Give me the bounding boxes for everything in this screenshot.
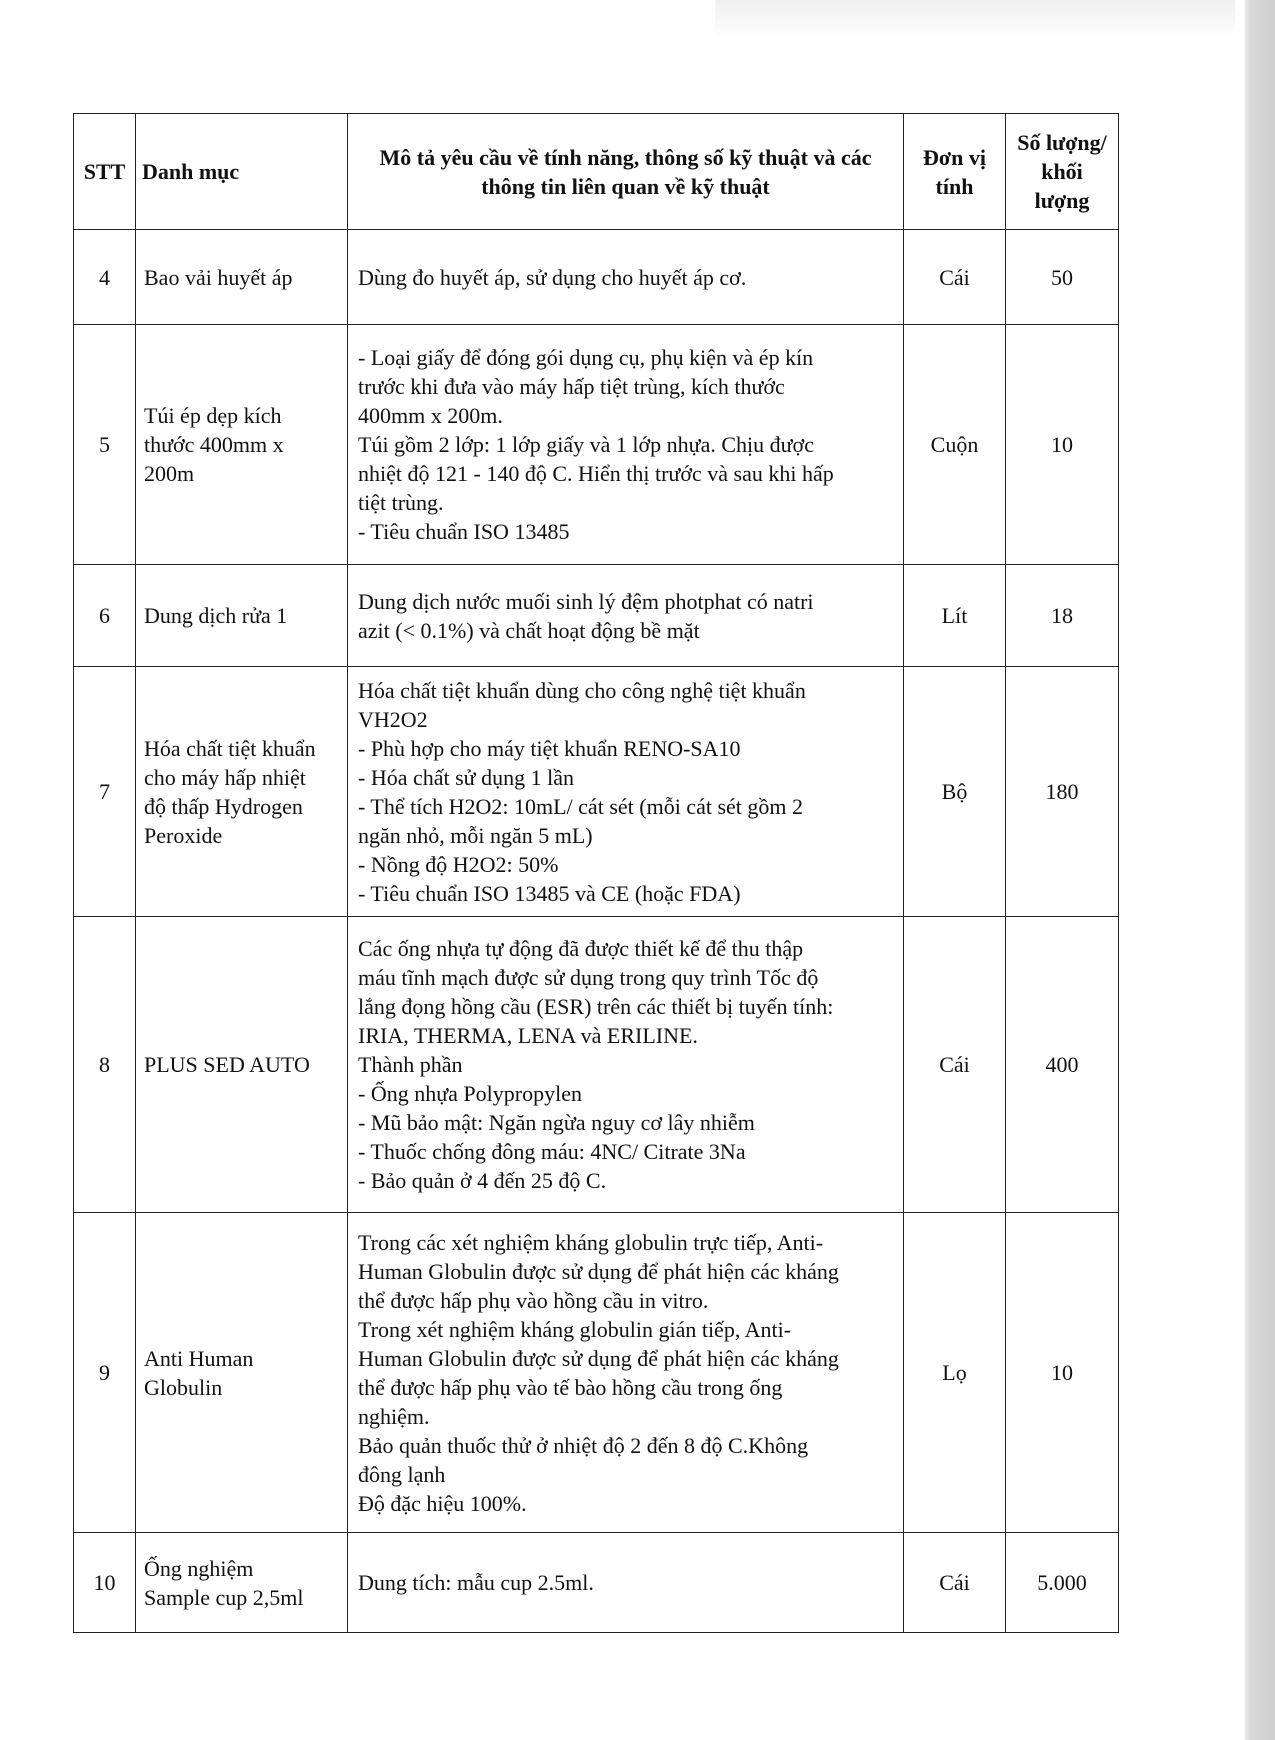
row-name: Anti Human Globulin — [136, 1213, 348, 1533]
row-unit: Cái — [904, 1533, 1006, 1633]
row-stt: 4 — [74, 230, 136, 325]
row-stt: 5 — [74, 325, 136, 565]
table-row — [74, 230, 1119, 325]
row-description: Trong các xét nghiệm kháng globulin trực tiếp, Anti- Human Globulin được sử dụng để phát hiện các kháng thể được hấp phụ vào hồng cầu in vitro. Trong xét nghiệm kháng globulin gián tiếp, Anti- Human Globulin được sử dụng để phát hiện các kháng thể được hấp phụ vào tế bào hồng cầu trong ống nghiệm. Bảo quản thuốc thử ở nhiệt độ 2 đến 8 độ C.Không đông lạnh Độ đặc hiệu 100%. — [348, 1213, 904, 1533]
row-quantity: 10 — [1006, 1213, 1119, 1533]
table-row — [74, 1213, 1119, 1533]
row-unit: Lít — [904, 565, 1006, 667]
row-unit: Bộ — [904, 667, 1006, 917]
row-quantity: 5.000 — [1006, 1533, 1119, 1633]
row-stt: 7 — [74, 667, 136, 917]
row-unit: Lọ — [904, 1213, 1006, 1533]
row-description: - Loại giấy để đóng gói dụng cụ, phụ kiện và ép kín trước khi đưa vào máy hấp tiệt trùng, kích thước 400mm x 200m. Túi gồm 2 lớp: 1 lớp giấy và 1 lớp nhựa. Chịu được nhiệt độ 121 - 140 độ C. Hiển thị trước và sau khi hấp tiệt trùng. - Tiêu chuẩn ISO 13485 — [348, 325, 904, 565]
row-name: Hóa chất tiệt khuẩn cho máy hấp nhiệt độ thấp Hydrogen Peroxide — [136, 667, 348, 917]
row-description: Các ống nhựa tự động đã được thiết kế để thu thập máu tĩnh mạch được sử dụng trong quy trình Tốc độ lắng đọng hồng cầu (ESR) trên các thiết bị tuyến tính: IRIA, THERMA, LENA và ERILINE. Thành phần - Ống nhựa Polypropylen - Mũ bảo mật: Ngăn ngừa nguy cơ lây nhiễm - Thuốc chống đông máu: 4NC/ Citrate 3Na - Bảo quản ở 4 đến 25 độ C. — [348, 917, 904, 1213]
row-name: Ống nghiệm Sample cup 2,5ml — [136, 1533, 348, 1633]
row-unit: Cuộn — [904, 325, 1006, 565]
header-category: Danh mục — [136, 114, 348, 230]
header-description: Mô tả yêu cầu về tính năng, thông số kỹ thuật và các thông tin liên quan về kỹ thuật — [348, 114, 904, 230]
row-description: Dung dịch nước muối sinh lý đệm photphat có natri azit (< 0.1%) và chất hoạt động bề mặt — [348, 565, 904, 667]
table-row — [74, 325, 1119, 565]
header-stt: STT — [74, 114, 136, 230]
scan-shadow-top — [715, 0, 1235, 40]
row-stt: 8 — [74, 917, 136, 1213]
equipment-spec-table-container — [73, 113, 1118, 1633]
row-unit: Cái — [904, 230, 1006, 325]
scan-edge — [1245, 0, 1275, 1740]
row-description: Dùng đo huyết áp, sử dụng cho huyết áp cơ. — [348, 230, 904, 325]
row-stt: 10 — [74, 1533, 136, 1633]
table-row — [74, 667, 1119, 917]
row-quantity: 180 — [1006, 667, 1119, 917]
row-name: Túi ép dẹp kích thước 400mm x 200m — [136, 325, 348, 565]
row-stt: 6 — [74, 565, 136, 667]
equipment-spec-table — [73, 113, 1119, 1633]
row-description: Hóa chất tiệt khuẩn dùng cho công nghệ tiệt khuẩn VH2O2 - Phù hợp cho máy tiệt khuẩn RENO-SA10 - Hóa chất sử dụng 1 lần - Thể tích H2O2: 10mL/ cát sét (mỗi cát sét gồm 2 ngăn nhỏ, mỗi ngăn 5 mL) - Nồng độ H2O2: 50% - Tiêu chuẩn ISO 13485 và CE (hoặc FDA) — [348, 667, 904, 917]
table-header-row — [74, 114, 1119, 230]
row-name: Dung dịch rửa 1 — [136, 565, 348, 667]
table-row — [74, 1533, 1119, 1633]
row-stt: 9 — [74, 1213, 136, 1533]
row-unit: Cái — [904, 917, 1006, 1213]
table-row — [74, 565, 1119, 667]
row-quantity: 400 — [1006, 917, 1119, 1213]
header-quantity: Số lượng/ khối lượng — [1006, 114, 1119, 230]
row-description: Dung tích: mẫu cup 2.5ml. — [348, 1533, 904, 1633]
row-quantity: 10 — [1006, 325, 1119, 565]
row-quantity: 50 — [1006, 230, 1119, 325]
row-name: PLUS SED AUTO — [136, 917, 348, 1213]
table-row — [74, 917, 1119, 1213]
row-quantity: 18 — [1006, 565, 1119, 667]
row-name: Bao vải huyết áp — [136, 230, 348, 325]
header-unit: Đơn vị tính — [904, 114, 1006, 230]
